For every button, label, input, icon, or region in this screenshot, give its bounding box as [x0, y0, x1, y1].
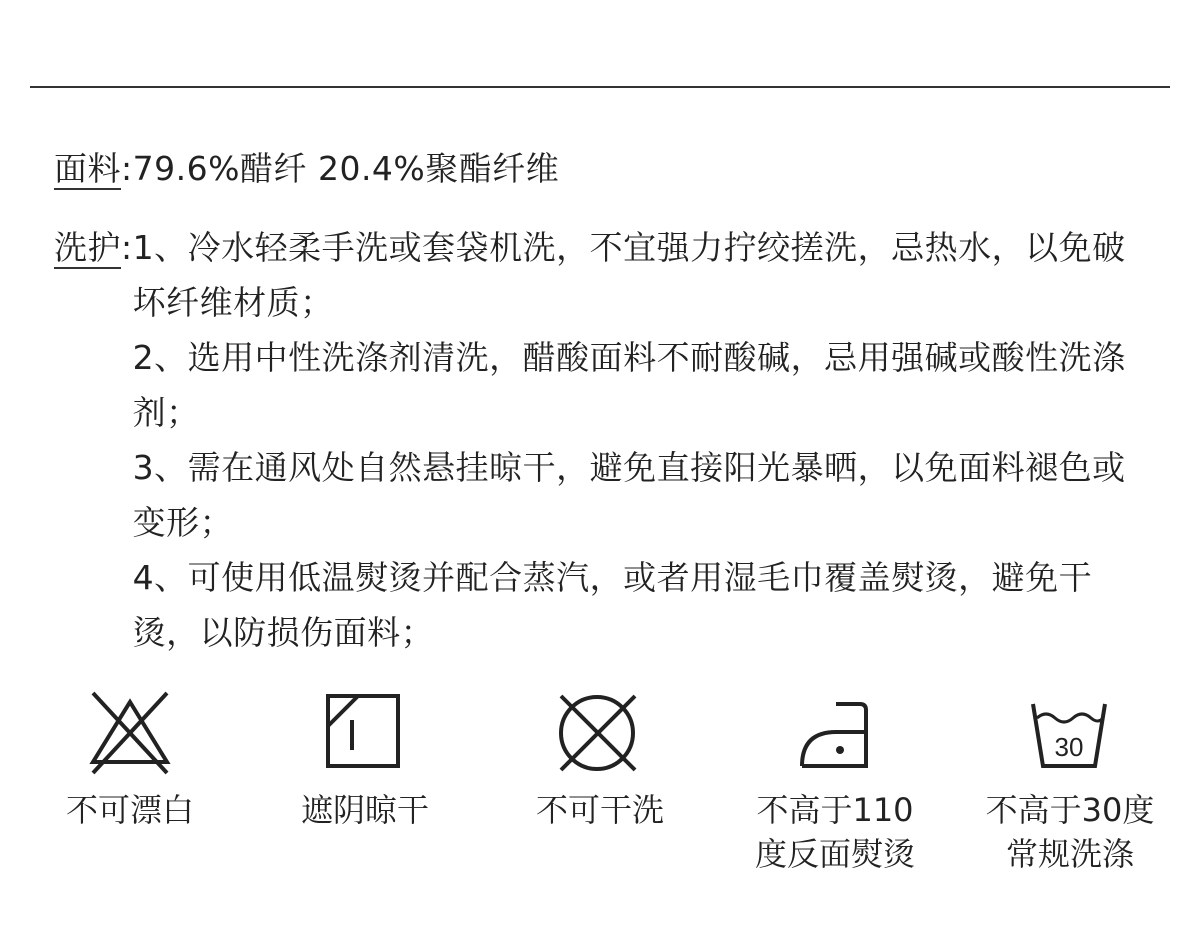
care-symbols: [0, 690, 1200, 910]
caption-line: 不可漂白: [65, 791, 194, 829]
care-row: [54, 220, 1144, 660]
no-bleach-icon: [87, 690, 173, 776]
care-item-3: 3、需在通风处自然悬挂晾干，避免直接阳光暴晒，以免面料褪色或变形；: [132, 448, 1126, 542]
symbol-shade-dry: [250, 690, 480, 832]
care-colon: :: [121, 228, 133, 267]
symbol-no-bleach: [15, 690, 245, 832]
caption-line: 不高于30度: [985, 791, 1155, 829]
symbol-caption: [15, 788, 245, 832]
caption-line: 度反面熨烫: [754, 835, 915, 873]
care-label-group: [54, 220, 133, 660]
symbol-wash-30: [955, 690, 1185, 876]
fabric-label-group: [54, 141, 133, 196]
symbol-caption: [955, 788, 1185, 876]
caption-line: 常规洗涤: [1005, 835, 1134, 873]
symbol-caption: [720, 788, 950, 876]
shade-dry-icon: [322, 690, 408, 776]
no-dry-clean-icon: [557, 690, 643, 776]
care-instructions: [133, 220, 1144, 660]
fabric-row: [54, 141, 559, 196]
wash-30-icon: [1027, 690, 1113, 776]
fabric-colon: :: [121, 149, 133, 188]
symbol-caption: [250, 788, 480, 832]
wash-temp-label: 30: [1054, 732, 1084, 762]
care-item-2: 2、选用中性洗涤剂清洗，醋酸面料不耐酸碱，忌用强碱或酸性洗涤剂；: [132, 338, 1126, 432]
care-item-1: 1、冷水轻柔手洗或套袋机洗，不宜强力拧绞搓洗，忌热水，以免破坏纤维材质；: [132, 228, 1126, 322]
fabric-value: 79.6%醋纤 20.4%聚酯纤维: [132, 149, 560, 188]
caption-line: 不可干洗: [535, 791, 664, 829]
symbol-no-dry-clean: [485, 690, 715, 832]
care-label: 洗护: [54, 228, 121, 267]
care-item-4: 4、可使用低温熨烫并配合蒸汽，或者用湿毛巾覆盖熨烫，避免干烫，以防损伤面料；: [132, 558, 1093, 652]
symbol-caption: [485, 788, 715, 832]
caption-line: 不高于110: [756, 791, 914, 829]
iron-low-icon: [792, 690, 878, 776]
top-divider: [30, 86, 1170, 88]
symbol-iron-low: [720, 690, 950, 876]
caption-line: 遮阴晾干: [300, 791, 429, 829]
fabric-label: 面料: [54, 149, 121, 188]
